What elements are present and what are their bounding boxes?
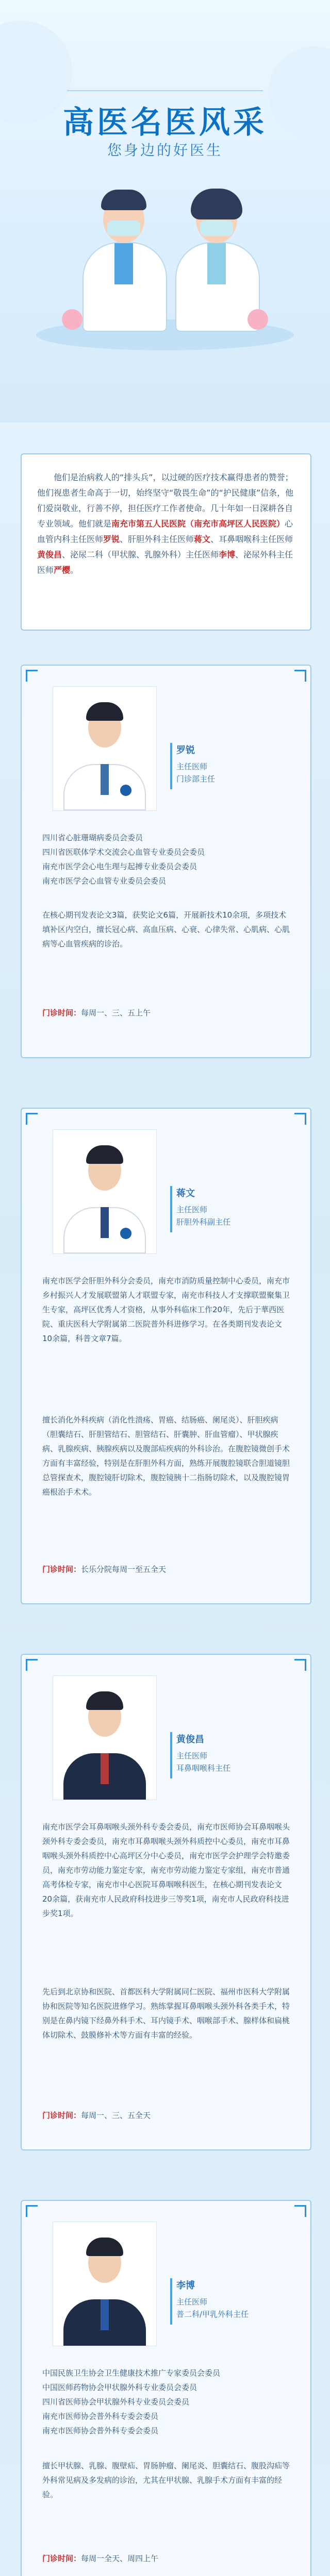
female-doctor-illustration [170, 180, 263, 335]
doctor-title: 主任医师 [176, 762, 208, 771]
doctor-memberships: 南充市医学会肝胆外科分会委员，南充市消防质量控制中心委员，南充市乡村振兴人才发展联盟第人才联盟专家，南充市科技人才支撑联盟聚集卫生专家，高坪区优秀人才资格，从事外科临床工作20年，先后于華西医院、重庆医科大学附属第二医院普外科进修学习。在各类期刊发表论文10余篇，科普文章7篇。 [42, 1276, 290, 1343]
doctor-dept: 肝胆外科副主任 [176, 1217, 231, 1227]
doctor-bio: 先后到北京协和医院、首都医科大学附属同仁医院、福州市医科大学附属协和医院等知名医院进修学习。熟练掌握耳鼻咽喉头颈外科各类手术，特别是在鼻内镜下经鼻外科手术、耳内镜手术、咽喉部手术、腺样体和扁桃体切除术、鼓膜修补术等方面有丰富的经验。 [42, 1987, 290, 2040]
doctor-memberships: 四川省心脏珊瑚病委员会委员 四川省医联体学术交流会心血管专业委员会委员 南充市医学会心电生理与起搏专业委员会委员 南充市医学会心血管专业委员会委员 [42, 833, 205, 886]
doctor-dept: 普二科/甲乳外科主任 [176, 2310, 249, 2319]
doctor-name: 李博 [176, 2280, 195, 2291]
intro-card [21, 453, 311, 631]
doctor-bio: 擅长消化外科疾病（消化性溃疡、胃癌、结肠癌、阑尾炎）、肝胆疾病（胆囊结石、肝胆管结石、胆管结石、肝囊肿、肝血管瘤）、甲状腺疾病、乳腺疾病、胰腺疾病以及腹部疝疾病的外科诊治。在腹腔镜微创手术方面有丰富经验，特别是在肝胆外科方面，熟练开展腹腔镜联合胆道镜胆总管探查术，腹腔镜肝切除术，腹腔镜胰十二指肠切除术，以及腹腔镜胃癌根治手术术。 [42, 1415, 290, 1497]
decor-line [67, 90, 263, 91]
clinic-time: 每周一全天、周四上午 [81, 2554, 159, 2563]
doctor-name: 蒋文 [176, 1188, 195, 1199]
clinic-time-row [42, 1006, 290, 1020]
doctor-photo [53, 2222, 157, 2346]
hero-subtitle: 您身边的好医生 [107, 142, 223, 159]
doctor-photo [53, 686, 157, 811]
doctor-name: 罗锐 [176, 745, 195, 756]
clinic-time-row [42, 2551, 290, 2566]
clinic-time-row [42, 2108, 290, 2123]
male-doctor-illustration [77, 180, 170, 335]
clinic-time: 长乐分院每周一至五全天 [81, 1565, 167, 1574]
clinic-label: 门诊时间： [42, 1008, 81, 1018]
doctor-name-block [176, 2278, 300, 2320]
doctor-title: 主任医师 [176, 2297, 208, 2307]
doctor-photo [53, 1675, 157, 1800]
flower-icon [248, 309, 268, 330]
clinic-time-row [42, 1562, 290, 1577]
doctor-name-block [176, 743, 300, 785]
doctor-bio: 擅长甲状腺、乳腺、腹壁疝、胃肠肿瘤、阑尾炎、胆囊结石、腹股沟疝等外科常见病及多发病的诊治，尤其在甲状腺、乳腺手术方面有丰富的经验。 [42, 2461, 290, 2499]
doctor-memberships: 南充市医学会耳鼻咽喉头颈外科专委会委员，南充市医师协会耳鼻咽喉头颈外科专委会委员，南充市耳鼻咽喉头颈外科质控中心委员，南充市耳鼻咽喉头颈外科质控中心高坪区分中心委员，南充市医学会护理学会特邀委员，南充市劳动能力鉴定专家，南充市劳动能力鉴定专家组，南充市普通高考体检专家，南充市中心医院耳鼻咽喉科医生，在核心期刊发表论文20余篇，获南充市人民政府科技进步三等奖1项，南充市人民政府科技进步奖1项。 [42, 1822, 290, 1918]
doctor-name: 黄俊昌 [176, 1734, 204, 1745]
doctor-bio: 在核心期刊发表论文3篇，获奖论文6篇，开展新技术10余项，多项技术填补区内空白，擅长冠心病、高血压病、心衰、心律失常、心肌病、心肌病等心血管疾病的诊治。 [42, 910, 290, 948]
doctor-photo [53, 1129, 157, 1254]
doctor-name-block [176, 1186, 300, 1228]
doctor-title: 主任医师 [176, 1205, 208, 1214]
hero-banner [0, 0, 330, 422]
doctor-card [21, 2200, 311, 2576]
clinic-time: 每周一、三、五上午 [81, 1008, 151, 1018]
doctor-card [21, 1108, 311, 1604]
doctor-dept: 耳鼻咽喉科主任 [176, 1764, 231, 1773]
doctor-card [21, 665, 311, 1058]
doctor-card [21, 1654, 311, 2150]
clinic-time: 每周一、三、五全天 [81, 2111, 151, 2120]
clinic-label: 门诊时间： [42, 2554, 81, 2563]
intro-paragraph: 他们是治病救人的“排头兵”，以过硬的医疗技术赢得患者的赞誉；他们视患者生命高于一切，始终坚守“敬畏生命”的“护民健康”信条，他们爱岗敬业，行善不停，担任医疗工作者使命。几十年如一日深耕各自专业领域。他们就是南充市第五人民医院（南充市高坪区人民医院）心血管内科主任医师罗锐、肝胆外科主任医师蒋文、耳鼻咽喉科主任医师黄俊昌、泌尿二科（甲状腺、乳腺外科）主任医师李博、泌尿外科主任医师严樱。 [37, 472, 294, 575]
flower-icon [62, 309, 82, 330]
doctor-memberships: 中国民族卫生协会卫生健康技术推广专家委员会委员 中国医师药物协会甲状腺外科专业委员会委员 四川省医师协会甲状腺外科专业委员会委员 南充市医师协会普外科专委会委员 南充市医师协会普外科专委会委员 [42, 2368, 221, 2435]
doctor-dept: 门诊部主任 [176, 774, 216, 784]
doctor-title: 主任医师 [176, 1751, 208, 1760]
doctor-name-block [176, 1732, 300, 1774]
clinic-label: 门诊时间： [42, 2111, 81, 2120]
hero-title: 高医名医风采 [63, 105, 267, 141]
clinic-label: 门诊时间： [42, 1565, 81, 1574]
